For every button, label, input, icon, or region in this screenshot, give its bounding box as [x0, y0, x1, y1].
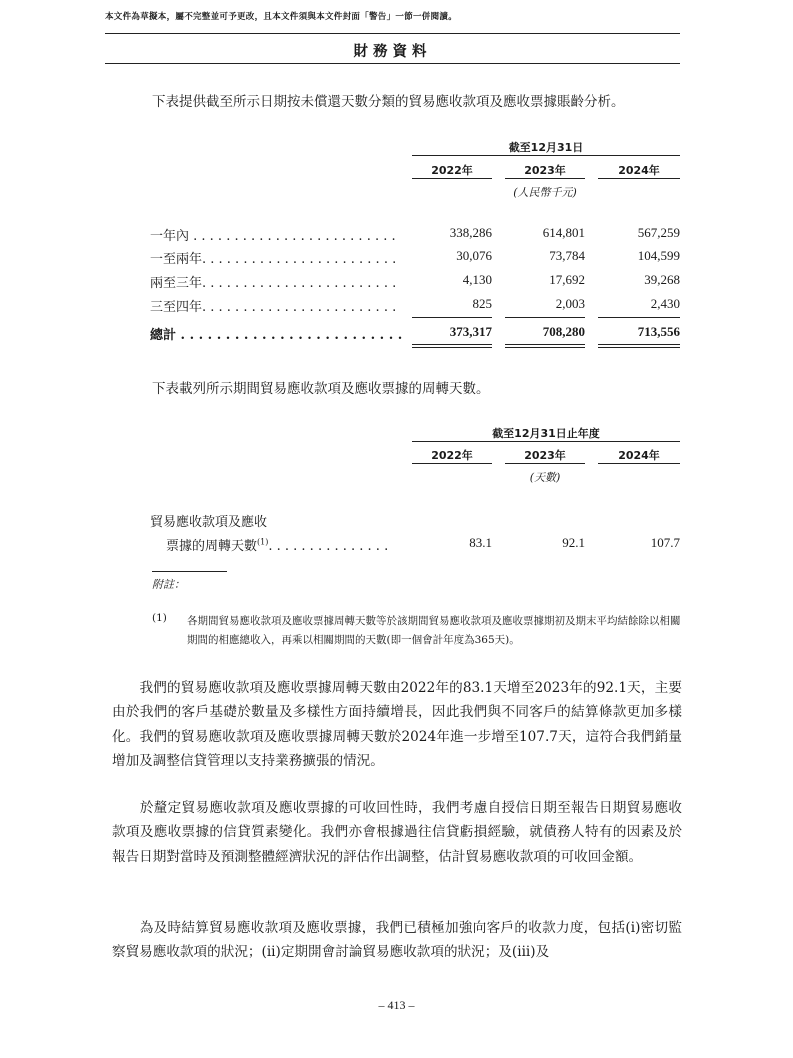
table1-total-cell: 708,280	[542, 324, 585, 339]
table1-total-rule-b3	[598, 347, 680, 348]
table2-year-2022: 2022年	[431, 449, 473, 462]
table1-subtotal-rule-3	[598, 317, 680, 318]
table1-cell: 614,801	[542, 225, 585, 240]
draft-disclaimer: 本文件為草擬本，屬不完整並可予更改，且本文件須與本文件封面「警告」一節一併閱讀。	[105, 12, 458, 22]
table1-cell: 2,003	[555, 296, 585, 311]
table1-col-rule-2	[505, 178, 585, 179]
header-rule-top	[105, 33, 680, 34]
table1-total-label: 總計 . . . . . . . . . . . . . . . . . . . . . . . . .	[150, 328, 402, 343]
table2-row-label-line1: 貿易應收款項及應收	[150, 515, 268, 530]
table1-cell: 104,599	[637, 248, 680, 263]
table1-cell: 39,268	[644, 272, 680, 287]
table1-total-rule-b2	[505, 347, 585, 348]
table1-group-rule	[412, 155, 680, 156]
table1-cell: 825	[472, 296, 492, 311]
table1-row-label: 兩至三年. . . . . . . . . . . . . . . . . . . . . . . .	[150, 276, 397, 291]
table2-year-2024: 2024年	[618, 449, 660, 462]
table1-year-2023: 2023年	[524, 164, 566, 177]
table2-group-header: 截至12月31日止年度	[492, 427, 600, 440]
table1-cell: 30,076	[456, 248, 492, 263]
table1-cell: 4,130	[462, 272, 492, 287]
table1-group-header: 截至12月31日	[508, 141, 584, 154]
table2-label-footnote-ref: (1)	[257, 537, 269, 547]
section-title: 財務資料	[353, 44, 432, 60]
table2-col-rule-3	[598, 463, 680, 464]
table2-cell-2024: 107.7	[650, 535, 680, 550]
table1-cell: 17,692	[549, 272, 585, 287]
note-text: 各期間貿易應收款項及應收票據周轉天數等於該期間貿易應收款項及應收票據期初及期末平均結餘除以相關期間的相應總收入，再乘以相關期間的天數(即一個會計年度為365天)。	[187, 615, 681, 646]
table2-intro: 下表載列所示期間貿易應收款項及應收票據的周轉天數。	[152, 381, 490, 397]
table1-total-rule-a2	[505, 344, 585, 345]
page-number: – 413 –	[378, 998, 415, 1012]
table2-unit: (天數)	[529, 471, 561, 484]
table1-year-2022: 2022年	[431, 164, 473, 177]
table1-subtotal-rule-2	[505, 317, 585, 318]
table1-total-cell: 713,556	[637, 324, 680, 339]
table1-year-2024: 2024年	[618, 164, 660, 177]
table2-row-label-line2	[166, 535, 402, 554]
table1-cell: 73,784	[549, 248, 585, 263]
table1-subtotal-rule-1	[412, 317, 492, 318]
body-paragraph-1: 我們的貿易應收款項及應收票據周轉天數由2022年的83.1天增至2023年的92.1天，主要由於我們的客戶基礎於數量及多樣性方面持續增長，因此我們與不同客戶的結算條款更加多樣化。我們的貿易應收款項及應收票據周轉天數於2024年進一步增至107.7天，這符合我們銷量增加及調整信貸管理以支持業務擴張的情況。	[112, 680, 682, 770]
table2-cell-2022: 83.1	[469, 535, 492, 550]
table1-unit: (人民幣千元)	[513, 186, 577, 199]
table1-col-rule-3	[598, 178, 680, 179]
table2-col-rule-1	[412, 463, 492, 464]
table1-cell: 338,286	[449, 225, 492, 240]
header-rule-bottom	[105, 63, 680, 64]
note-number: (1)	[152, 612, 167, 624]
table2-cell-2023: 92.1	[562, 535, 585, 550]
notes-rule	[152, 571, 227, 572]
notes-title: 附註：	[152, 578, 185, 591]
table1-row-label: 一至兩年. . . . . . . . . . . . . . . . . . . . . . . .	[150, 252, 397, 267]
table2-col-rule-2	[505, 463, 585, 464]
table1-col-rule-1	[412, 178, 492, 179]
table1-total-cell: 373,317	[449, 324, 492, 339]
table2-label-dots: . . . . . . . . . . . . . . .	[268, 539, 389, 554]
table1-cell: 2,430	[650, 296, 680, 311]
table1-total-rule-a3	[598, 344, 680, 345]
table1-cell: 567,259	[637, 225, 680, 240]
table1-intro: 下表提供截至所示日期按未償還天數分類的貿易應收款項及應收票據賬齡分析。	[152, 94, 625, 110]
table1-row-label: 三至四年. . . . . . . . . . . . . . . . . . . . . . . .	[150, 300, 397, 315]
body-paragraph-3: 為及時結算貿易應收款項及應收票據，我們已積極加強向客戶的收款力度，包括(i)密切監察貿易應收款項的狀況；(ii)定期開會討論貿易應收款項的狀況；及(iii)及	[112, 920, 682, 961]
table1-total-rule-b1	[412, 347, 492, 348]
table2-label-text: 票據的周轉天數	[166, 539, 258, 554]
table1-row-label: 一年內 . . . . . . . . . . . . . . . . . . . . . . . . .	[150, 229, 396, 244]
body-paragraph-2: 於釐定貿易應收款項及應收票據的可收回性時，我們考慮自授信日期至報告日期貿易應收款項及應收票據的信貸質素變化。我們亦會根據過往信貸虧損經驗，就債務人特有的因素及於報告日期對當時及預測整體經濟狀況的評估作出調整，估計貿易應收款項的可收回金額。	[112, 800, 682, 865]
table2-group-rule	[412, 441, 680, 442]
table2-year-2023: 2023年	[524, 449, 566, 462]
table1-total-rule-a1	[412, 344, 492, 345]
